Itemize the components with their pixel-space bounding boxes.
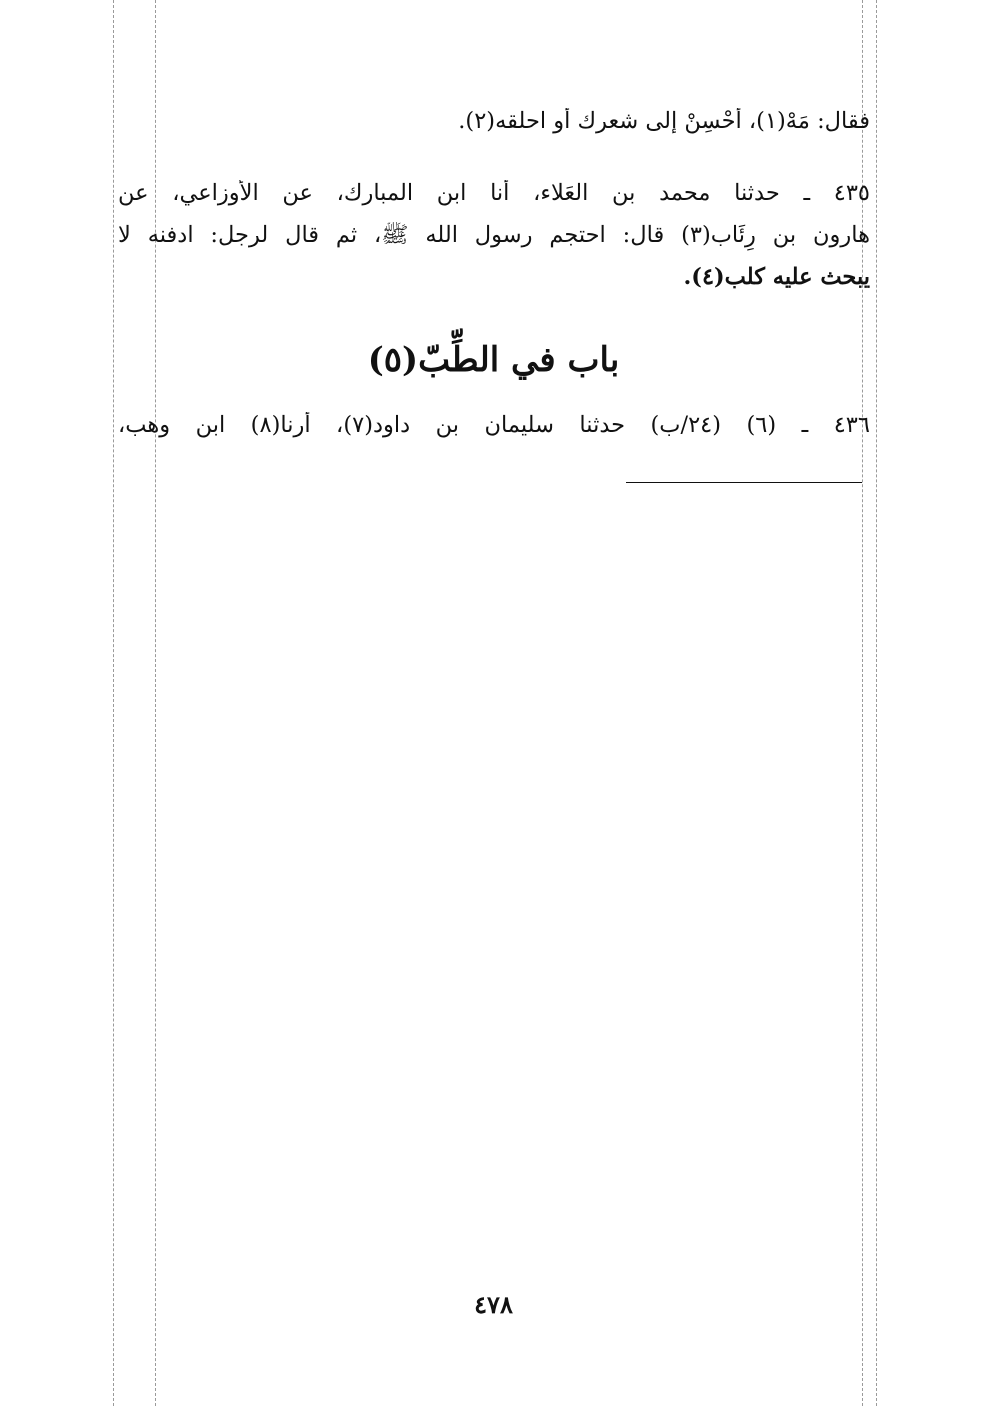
scan-guide-line-right-inner [862, 0, 863, 1406]
hadith-436-line-1: ٤٣٦ ـ (٦) (٢٤/ب) حدثنا سليمان بن داود(٧)، أرنا(٨) ابن وهب، [118, 412, 870, 438]
page-number: ٤٧٨ [474, 1290, 513, 1319]
scan-guide-line-left-inner [155, 0, 156, 1406]
footnote-separator [626, 482, 862, 483]
chapter-title: باب في الطِّبّ(٥) [367, 340, 620, 380]
hadith-435-line-3: يبحث عليه كلب(٤). [683, 264, 870, 290]
hadith-435-line-2: هارون بن رِئَاب(٣) قال: احتجم رسول الله ﷺ، ثم قال لرجل: ادفنه لا [118, 222, 870, 248]
hadith-435-line-1: ٤٣٥ ـ حدثنا محمد بن العَلاء، أنا ابن المبارك، عن الأوزاعي، عن [118, 180, 870, 206]
text-line-1: فقال: مَهْ(١)، أَحْسِنْ إلى شعرك أو احلقه(٢). [458, 108, 870, 134]
scan-guide-line-left-outer [113, 0, 114, 1406]
scan-guide-line-right-outer [876, 0, 877, 1406]
